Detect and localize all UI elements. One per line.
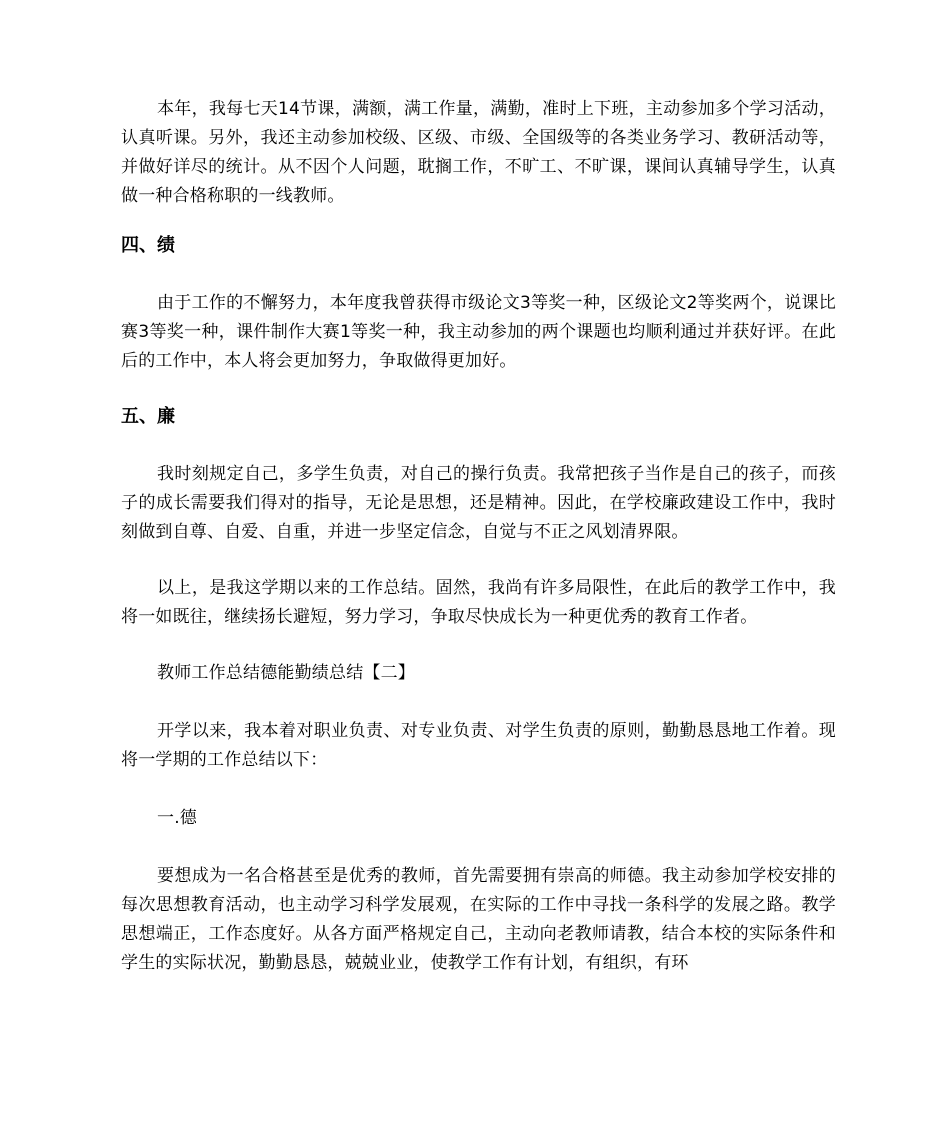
paragraph-morality: 要想成为一名合格甚至是优秀的教师，首先需要拥有崇高的师德。我主动参加学校安排的每次思想教育活动，也主动学习科学发展观，在实际的工作中寻找一条科学的发展之路。教学思想端正，工作态度好。从各方面严格规定自己，主动向老教师请教，结合本校的实际条件和学生的实际状况，勤勤恳恳，兢兢业业，使教学工作有计划，有组织，有环	[121, 866, 836, 973]
paragraph-integrity: 我时刻规定自己，多学生负责，对自己的操行负责。我常把孩子当作是自己的孩子，而孩子的成长需要我们得对的指导，无论是思想，还是精神。因此，在学校廉政建设工作中，我时刻做到自尊、自爱、自重，并进一步坚定信念，自觉与不正之风划清界限。	[121, 464, 836, 542]
document-page	[121, 95, 836, 978]
heading-achievement: 四、绩	[121, 235, 175, 256]
paragraph-awards: 由于工作的不懈努力，本年度我曾获得市级论文3等奖一种，区级论文2等奖两个，说课比赛3等奖一种，课件制作大赛1等奖一种，我主动参加的两个课题也均顺利通过并获好评。在此后的工作中，本人将会更加努力，争取做得更加好。	[121, 293, 836, 371]
paragraph-intro: 开学以来，我本着对职业负责、对专业负责、对学生负责的原则，勤勤恳恳地工作着。现将一学期的工作总结以下：	[121, 721, 836, 770]
section-title: 教师工作总结德能勤绩总结【二】	[157, 663, 415, 683]
subheading-morality: 一.德	[157, 808, 198, 828]
heading-integrity: 五、廉	[121, 406, 175, 427]
paragraph-conclusion: 以上，是我这学期以来的工作总结。固然，我尚有许多局限性，在此后的教学工作中，我将一如既往，继续扬长避短，努力学习，争取尽快成长为一种更优秀的教育工作者。	[121, 578, 836, 627]
paragraph-workload: 本年，我每七天14节课，满额，满工作量，满勤，准时上下班，主动参加多个学习活动，认真听课。另外，我还主动参加校级、区级、市级、全国级等的各类业务学习、教研活动等，并做好详尽的统计。从不因个人问题，耽搁工作，不旷工、不旷课，课间认真辅导学生，认真做一种合格称职的一线教师。	[121, 99, 836, 206]
